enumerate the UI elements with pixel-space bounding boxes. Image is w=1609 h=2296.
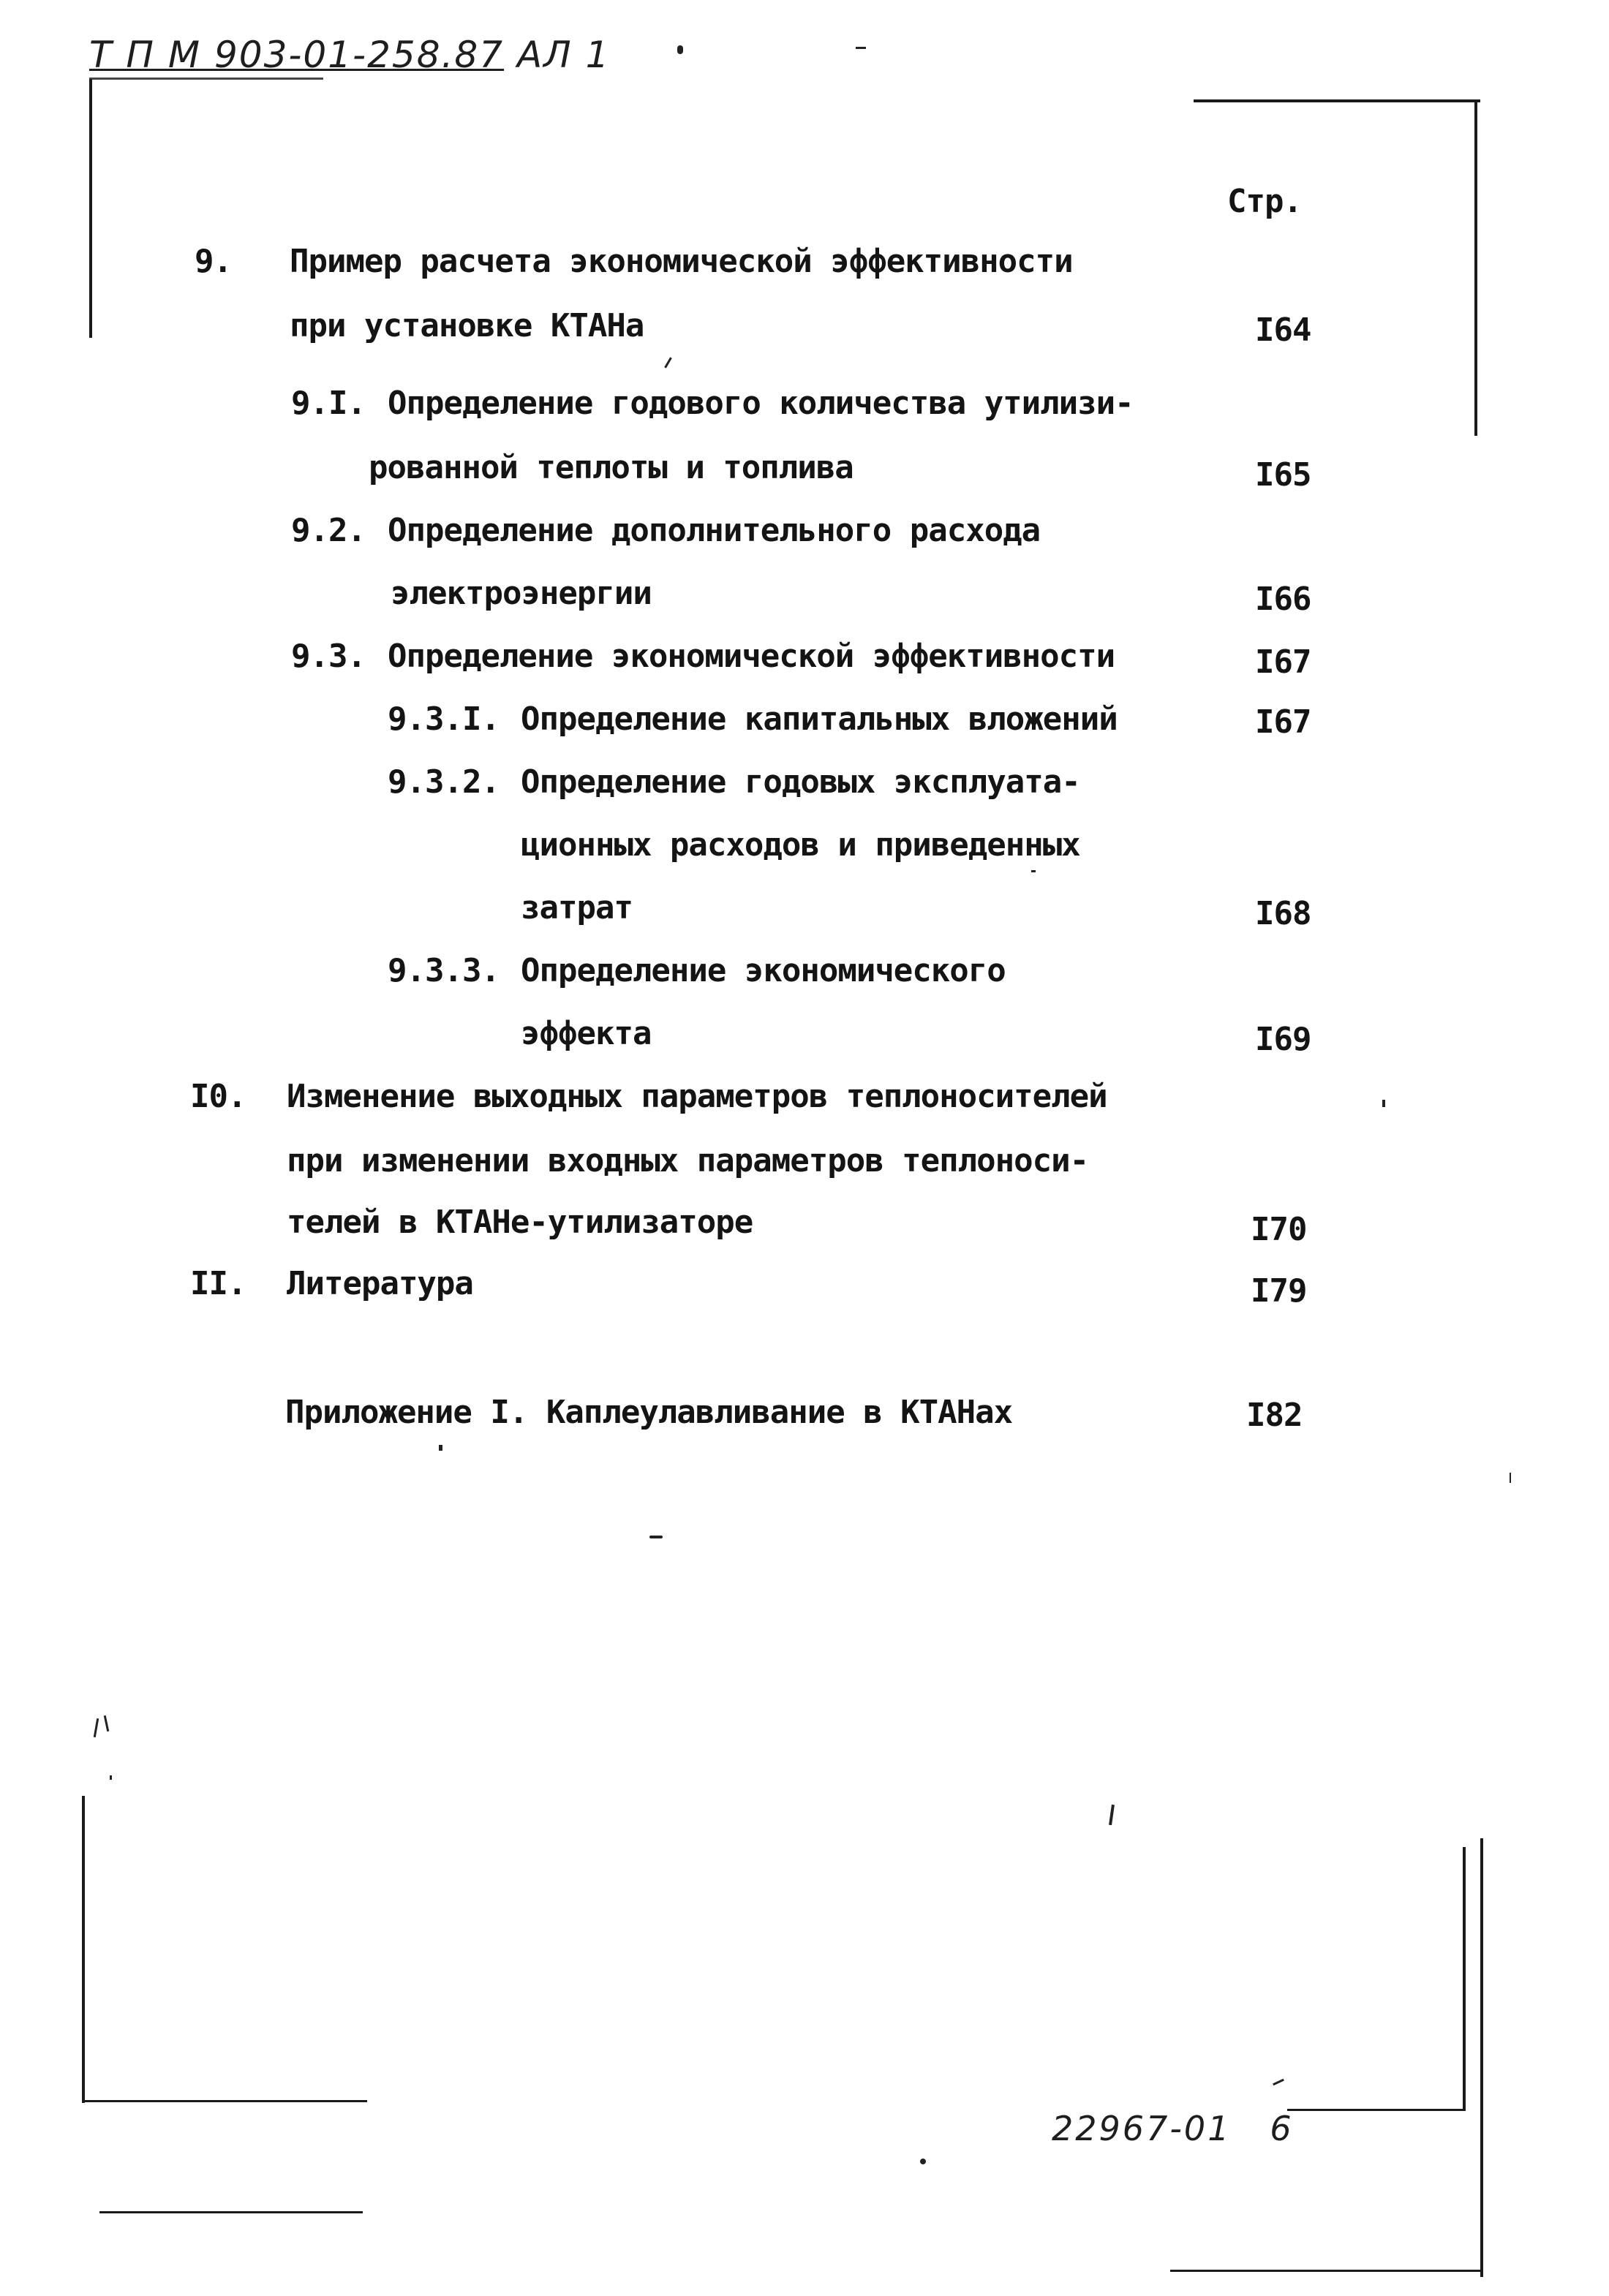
scan-speck bbox=[104, 1715, 110, 1732]
appendix-entry: Приложение I. Каплеулавливание в КТАНах bbox=[285, 1394, 1013, 1431]
scan-speck bbox=[1382, 1100, 1385, 1107]
toc-title-line: при изменении входных параметров теплоноси- bbox=[287, 1142, 1089, 1179]
toc-title-line: телей в КТАНе-утилизаторе bbox=[287, 1204, 753, 1241]
frame-bottom-right bbox=[1287, 2109, 1466, 2111]
frame-right-bottom bbox=[1463, 1847, 1466, 2110]
toc-title-line: Литература bbox=[287, 1265, 473, 1302]
scan-speck bbox=[664, 357, 672, 368]
toc-title-line: ционных расходов и приведенных bbox=[521, 826, 1080, 864]
toc-number: 9.I. bbox=[291, 385, 366, 422]
toc-title-line: Определение экономического bbox=[521, 952, 1006, 989]
frame-right-top bbox=[1474, 99, 1477, 436]
toc-page-number: I70 bbox=[1251, 1211, 1307, 1248]
toc-page-number: I79 bbox=[1251, 1272, 1307, 1310]
toc-title-line: Определение дополнительного расхода bbox=[388, 512, 1041, 549]
frame-bottom-left-lower bbox=[99, 2211, 363, 2213]
footer-document-number bbox=[1052, 2109, 1294, 2148]
page-column-header: Стр. bbox=[1227, 183, 1302, 220]
toc-title-line: эффекта bbox=[521, 1015, 652, 1052]
toc-title-line: электроэнергии bbox=[391, 575, 652, 612]
toc-page-number: I67 bbox=[1255, 703, 1311, 741]
scan-speck bbox=[110, 1775, 112, 1780]
frame-bottom-left bbox=[82, 2100, 367, 2102]
toc-page-number: I66 bbox=[1255, 581, 1311, 618]
toc-title-line: при установке КТАНа bbox=[290, 307, 644, 344]
toc-number: 9.2. bbox=[291, 512, 366, 549]
toc-title-line: Определение экономической эффективности bbox=[388, 638, 1115, 675]
toc-title-line: Определение годовых эксплуата- bbox=[521, 763, 1080, 801]
toc-number: II. bbox=[190, 1265, 246, 1302]
footer-sheet-number: 6 bbox=[1270, 2109, 1294, 2148]
toc-page-number: I69 bbox=[1255, 1021, 1311, 1058]
scan-speck bbox=[649, 1536, 663, 1538]
document-code bbox=[89, 34, 610, 76]
scan-speck bbox=[1273, 2079, 1284, 2085]
frame-left-top bbox=[89, 79, 92, 338]
scan-speck bbox=[856, 47, 866, 49]
toc-number: 9.3.I. bbox=[388, 700, 500, 738]
scan-speck bbox=[677, 45, 683, 54]
toc-number: 9.3. bbox=[291, 638, 366, 675]
toc-number: I0. bbox=[190, 1078, 246, 1115]
toc-title-line: Изменение выходных параметров теплоносителей bbox=[287, 1078, 1107, 1115]
toc-title-line: затрат bbox=[521, 889, 633, 926]
frame-bottom-right-lower bbox=[1170, 2270, 1480, 2272]
frame-left-bottom bbox=[82, 1796, 85, 2103]
frame-right-bottom-outer bbox=[1480, 1838, 1483, 2277]
frame-top-left-segment bbox=[89, 78, 323, 80]
toc-page-number: I67 bbox=[1255, 643, 1311, 681]
toc-title-line: Определение годового количества утилизи- bbox=[388, 385, 1134, 422]
footer-doc-number: 22967-01 bbox=[1052, 2109, 1232, 2148]
toc-title-line: Пример расчета экономической эффективности bbox=[290, 243, 1073, 280]
appendix-page-number: I82 bbox=[1246, 1397, 1303, 1434]
scan-speck bbox=[920, 2159, 926, 2164]
document-code-main: Т П М 903-01-258.87 bbox=[89, 34, 505, 76]
toc-number: 9.3.3. bbox=[388, 952, 500, 989]
toc-number: 9. bbox=[195, 243, 232, 280]
scan-speck bbox=[439, 1445, 442, 1451]
frame-top-right bbox=[1194, 99, 1480, 102]
scan-speck bbox=[1031, 870, 1036, 872]
toc-page-number: I64 bbox=[1255, 311, 1311, 349]
scan-speck bbox=[1109, 1805, 1115, 1825]
toc-number: 9.3.2. bbox=[388, 763, 500, 801]
document-code-suffix: АЛ 1 bbox=[516, 34, 611, 76]
scan-speck bbox=[94, 1718, 99, 1737]
toc-title-line: рованной теплоты и топлива bbox=[369, 449, 854, 486]
toc-page-number: I68 bbox=[1255, 895, 1311, 932]
scan-speck bbox=[1510, 1473, 1511, 1483]
toc-page-number: I65 bbox=[1255, 456, 1311, 494]
toc-title-line: Определение капитальных вложений bbox=[521, 700, 1118, 738]
